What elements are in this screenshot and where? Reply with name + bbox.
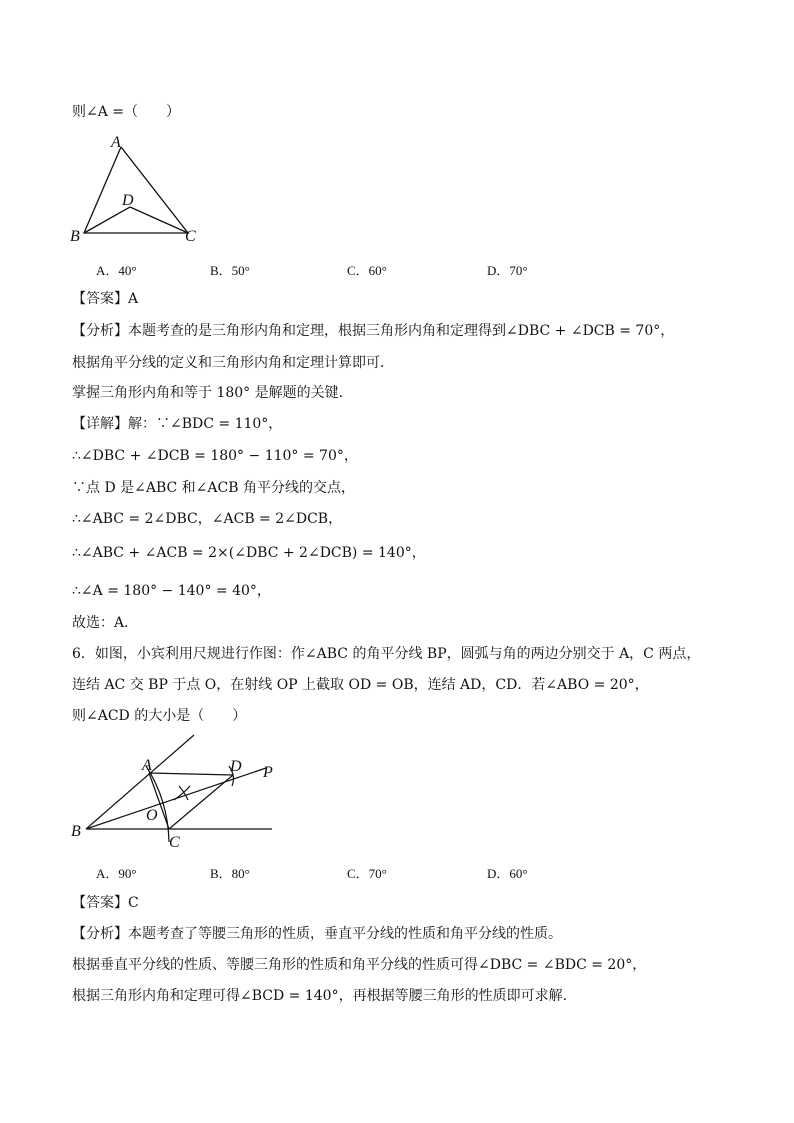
- q6-construction-figure: [66, 728, 286, 850]
- q6-segment-cd: [169, 775, 233, 829]
- q6-label-a: A: [142, 757, 152, 774]
- q6-label-d: D: [230, 758, 242, 775]
- q5-option-c: C．60°: [347, 263, 387, 278]
- q6-compass-arc: [146, 766, 169, 842]
- q5-option-d: D．70°: [487, 263, 528, 278]
- q6-analysis-line-2: 根据垂直平分线的性质、等腰三角形的性质和角平分线的性质可得∠DBC = ∠BDC = 20°，: [72, 957, 647, 973]
- q5-detail-line-7: 故选：A．: [72, 615, 139, 631]
- q6-label-c: C: [169, 834, 180, 850]
- q5-analysis-line-2: 根据角平分线的定义和三角形内角和定理计算即可．: [72, 355, 394, 371]
- q5-detail-line-2: ∴∠DBC + ∠DCB = 180° − 110° = 70°，: [72, 448, 358, 464]
- q6-stem-line-1: 6．如图，小宾利用尺规进行作图：作∠ABC 的角平分线 BP，圆弧与角的两边分别交于 A，C 两点，: [72, 646, 701, 662]
- q5-detail-line-4: ∴∠ABC = 2∠DBC，∠ACB = 2∠DCB，: [72, 511, 343, 527]
- q5-detail-line-5: ∴∠ABC + ∠ACB = 2×(∠DBC + 2∠DCB) = 140°，: [72, 545, 426, 561]
- q5-option-a: A．40°: [96, 263, 137, 278]
- q5-detail-line-1: 【详解】解：∵∠BDC = 110°，: [72, 416, 283, 432]
- q5-label-a: A: [111, 134, 121, 151]
- q5-stem-tail: 则∠A =（ ）: [72, 104, 181, 120]
- q5-label-d: D: [122, 192, 134, 209]
- q6-option-a: A．90°: [96, 866, 137, 881]
- q5-segment-bd: [84, 207, 130, 233]
- q6-label-o: O: [146, 807, 158, 824]
- q6-label-p: P: [263, 764, 273, 781]
- q5-detail-line-3: ∵点 D 是∠ABC 和∠ACB 角平分线的交点，: [72, 480, 355, 496]
- q5-detail-line-6: ∴∠A = 180° − 140° = 40°，: [72, 583, 271, 599]
- q5-label-b: B: [70, 228, 80, 245]
- q6-ray-upper: [86, 735, 194, 829]
- q5-label-c: C: [185, 228, 196, 245]
- q6-analysis-line-3: 根据三角形内角和定理可得∠BCD = 140°，再根据等腰三角形的性质即可求解．: [72, 988, 577, 1004]
- q6-segment-ad: [149, 773, 233, 775]
- q6-option-b: B．80°: [210, 866, 250, 881]
- q6-analysis-line-1: 【分析】本题考查了等腰三角形的性质，垂直平分线的性质和角平分线的性质。: [72, 926, 562, 942]
- q6-label-b: B: [71, 823, 81, 840]
- q5-triangle-figure: [68, 132, 208, 247]
- q5-analysis-line-1: 【分析】本题考查的是三角形内角和定理，根据三角形内角和定理得到∠DBC + ∠DCB = 70°，: [72, 323, 675, 339]
- q5-analysis-line-3: 掌握三角形内角和等于 180° 是解题的关键．: [72, 385, 353, 401]
- q6-option-c: C．70°: [347, 866, 387, 881]
- q5-segment-dc: [130, 207, 188, 233]
- q5-triangle-abc: [84, 147, 188, 233]
- q5-option-b: B．50°: [210, 263, 250, 278]
- q6-answer: 【答案】C: [72, 895, 139, 911]
- q6-stem-line-3: 则∠ACD 的大小是（ ）: [72, 708, 247, 724]
- q5-answer: 【答案】A: [72, 291, 139, 307]
- q6-stem-line-2: 连结 AC 交 BP 于点 O，在射线 OP 上截取 OD = OB，连结 AD，CD．若∠ABO = 20°，: [72, 677, 649, 693]
- q6-option-d: D．60°: [487, 866, 528, 881]
